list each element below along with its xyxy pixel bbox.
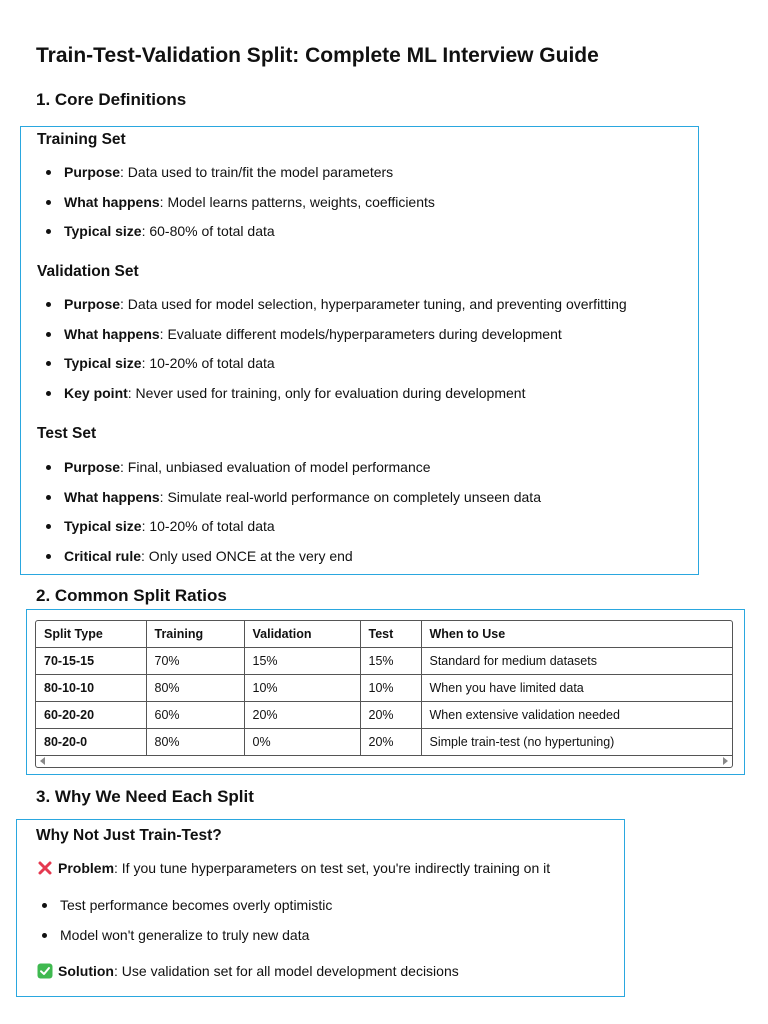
- scroll-right-icon[interactable]: [723, 757, 728, 765]
- list-item: Purpose: Final, unbiased evaluation of model performance: [21, 459, 541, 489]
- training-set-title: Training Set: [37, 131, 126, 148]
- list-item: Test performance becomes overly optimistic: [17, 897, 332, 927]
- column-header: Training: [146, 621, 244, 648]
- table-cell: 80-20-0: [36, 729, 146, 756]
- table-header-row: [36, 621, 732, 648]
- table-cell: 0%: [244, 729, 360, 756]
- table-row: [36, 648, 732, 675]
- list-item: Key point: Never used for training, only for evaluation during development: [21, 385, 627, 415]
- core-definitions-panel: [20, 126, 699, 575]
- table-cell: 80%: [146, 729, 244, 756]
- problem-bullets: [17, 897, 332, 956]
- list-item: Typical size: 10-20% of total data: [21, 518, 541, 548]
- horizontal-scrollbar[interactable]: [36, 753, 732, 767]
- column-header: Validation: [244, 621, 360, 648]
- list-item: Critical rule: Only used ONCE at the very end: [21, 548, 541, 578]
- list-item: Model won't generalize to truly new data: [17, 927, 332, 957]
- why-not-train-test-title: Why Not Just Train-Test?: [36, 827, 222, 844]
- column-header: Test: [360, 621, 421, 648]
- list-item: What happens: Model learns patterns, weights, coefficients: [21, 194, 435, 224]
- page-title: Train-Test-Validation Split: Complete ML Interview Guide: [36, 44, 599, 67]
- section-heading-split-ratios: 2. Common Split Ratios: [36, 586, 227, 605]
- table-cell: 20%: [244, 702, 360, 729]
- table-cell: 70%: [146, 648, 244, 675]
- table-cell: When you have limited data: [421, 675, 732, 702]
- table-cell: 15%: [360, 648, 421, 675]
- problem-text: : If you tune hyperparameters on test set, you're indirectly training on it: [114, 860, 551, 876]
- table-cell: 15%: [244, 648, 360, 675]
- table-cell: When extensive validation needed: [421, 702, 732, 729]
- list-item: What happens: Simulate real-world performance on completely unseen data: [21, 489, 541, 519]
- table-row: [36, 675, 732, 702]
- problem-label: Problem: [58, 860, 115, 876]
- split-ratios-table-scroll[interactable]: [35, 620, 733, 768]
- scroll-left-icon[interactable]: [40, 757, 45, 765]
- column-header: When to Use: [421, 621, 732, 648]
- split-ratios-panel: [26, 609, 745, 775]
- table-cell: 80-10-10: [36, 675, 146, 702]
- split-ratios-table: [36, 621, 732, 756]
- cross-mark-icon: [37, 860, 53, 876]
- validation-set-title: Validation Set: [37, 263, 139, 280]
- table-cell: 60-20-20: [36, 702, 146, 729]
- section-heading-why-each-split: 3. Why We Need Each Split: [36, 787, 254, 806]
- table-cell: 80%: [146, 675, 244, 702]
- test-set-title: Test Set: [37, 425, 97, 442]
- table-cell: 60%: [146, 702, 244, 729]
- section-heading-core-definitions: 1. Core Definitions: [36, 90, 187, 109]
- table-cell: 10%: [360, 675, 421, 702]
- table-row: [36, 702, 732, 729]
- validation-set-list: [21, 296, 627, 414]
- solution-label: Solution: [58, 963, 114, 979]
- column-header: Split Type: [36, 621, 146, 648]
- table-cell: 70-15-15: [36, 648, 146, 675]
- problem-line: [37, 860, 550, 876]
- test-set-list: [21, 459, 541, 577]
- list-item: Purpose: Data used for model selection, hyperparameter tuning, and preventing overfitting: [21, 296, 627, 326]
- list-item: Typical size: 10-20% of total data: [21, 355, 627, 385]
- training-set-list: [21, 164, 435, 253]
- table-cell: Standard for medium datasets: [421, 648, 732, 675]
- why-split-panel: [16, 819, 625, 997]
- solution-text: : Use validation set for all model development decisions: [114, 963, 459, 979]
- table-cell: 10%: [244, 675, 360, 702]
- solution-line: [37, 963, 459, 979]
- table-cell: 20%: [360, 702, 421, 729]
- list-item: What happens: Evaluate different models/hyperparameters during development: [21, 326, 627, 356]
- table-cell: Simple train-test (no hypertuning): [421, 729, 732, 756]
- list-item: Typical size: 60-80% of total data: [21, 223, 435, 253]
- check-mark-icon: [37, 963, 53, 979]
- list-item: Purpose: Data used to train/fit the model parameters: [21, 164, 435, 194]
- table-row: [36, 729, 732, 756]
- table-cell: 20%: [360, 729, 421, 756]
